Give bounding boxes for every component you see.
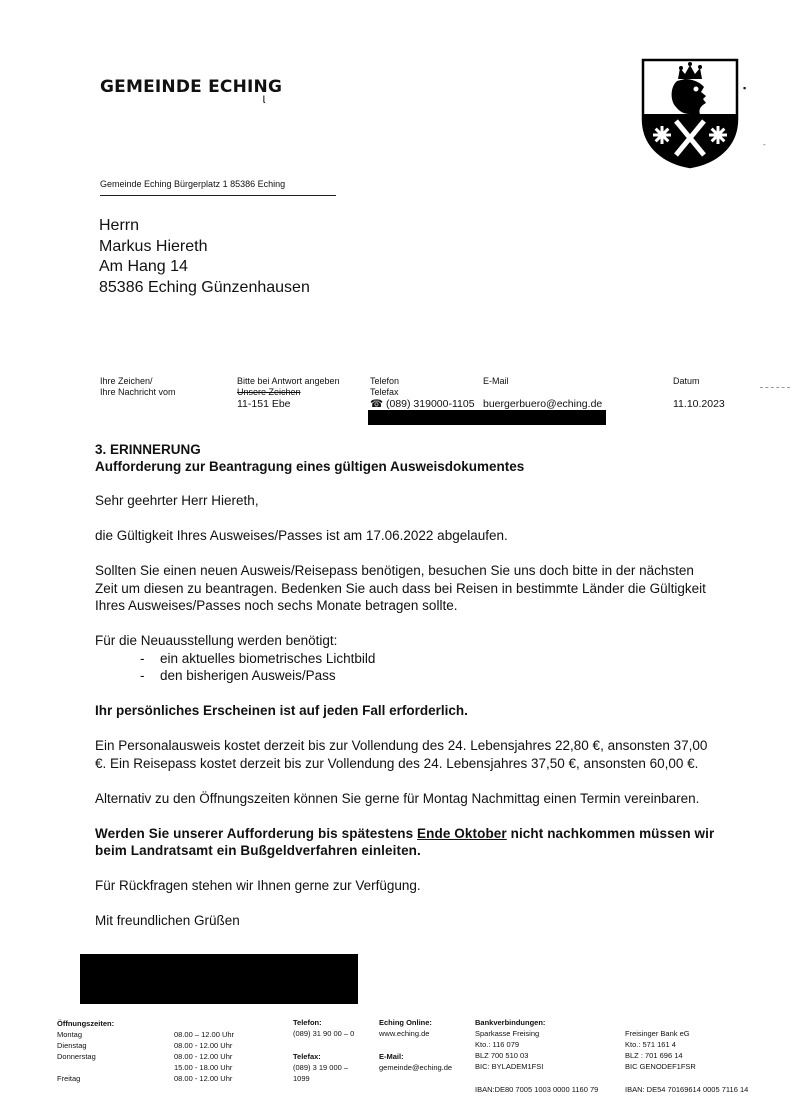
recipient-address xyxy=(99,216,310,298)
footer-hours: Öffnungszeiten: xyxy=(57,1019,115,1028)
footer-fax: Telefax: (089) 3 19 000 – 1099 xyxy=(293,1052,349,1083)
address-line: Markus Hiereth xyxy=(99,237,208,255)
attendance-notice: Ihr persönliches Erscheinen ist auf jeden Fall erforderlich. xyxy=(95,703,468,718)
reply-label: Bitte bei Antwort angeben Unsere Zeichen xyxy=(237,376,340,397)
scan-mark: ▪ xyxy=(743,83,747,93)
contact-phone: ☎ (089) 319000-1105 xyxy=(370,398,475,410)
address-line: 85386 Eching Günzenhausen xyxy=(99,278,310,296)
footer-email: E-Mail: gemeinde@eching.de xyxy=(379,1052,453,1072)
footer-hours-times: 08.00 – 12.00 Uhr 08.00 - 12.00 Uhr 08.00 - 12.00 Uhr 15.00 - 18.00 Uhr 08.00 - 12.00 Uhr xyxy=(174,1030,235,1083)
email-label: E-Mail xyxy=(483,376,509,386)
subject-reminder: 3. ERINNERUNG xyxy=(95,442,201,457)
footer-online: Eching Online: www.eching.de xyxy=(379,1018,432,1038)
coat-of-arms-icon xyxy=(640,57,740,169)
footer-web-link[interactable]: www.eching.de xyxy=(379,1029,430,1038)
divider xyxy=(100,195,336,196)
your-sign-label: Ihre Zeichen/ Ihre Nachricht vom xyxy=(100,376,176,397)
list-item: - ein aktuelles biometrisches Lichtbild xyxy=(140,650,376,666)
date-label: Datum xyxy=(673,376,700,386)
paragraph: Alternativ zu den Öffnungszeiten können Sie gerne für Montag Nachmittag einen Termin vereinbaren. xyxy=(95,790,700,806)
phone-fax-label: Telefon Telefax xyxy=(370,376,400,397)
requirements-list xyxy=(140,650,715,685)
sender-line: Gemeinde Eching Bürgerplatz 1 85386 Eching xyxy=(100,179,286,189)
signature-redaction xyxy=(80,954,358,1004)
municipality-title: GEMEINDE ECHING xyxy=(100,77,283,97)
closing: Mit freundlichen Grüßen xyxy=(95,913,240,928)
requirements-block xyxy=(95,632,715,685)
subject-title: Aufforderung zur Beantragung eines gültigen Ausweisdokumentes xyxy=(95,458,525,474)
address-line: Am Hang 14 xyxy=(99,258,188,275)
contact-email[interactable]: buergerbuero@eching.de xyxy=(483,398,603,410)
paragraph: Sollten Sie einen neuen Ausweis/Reisepass benötigen, besuchen Sie uns doch bitte in der nächsten Zeit um diesen zu beantragen. Bedenken Sie auch dass bei Reisen in bestimmte Länder die Gültigkeit Ihres Ausweises/Passes noch sechs Monate betragen sollte. xyxy=(95,563,706,613)
footer-phone: Telefon: (089) 31 90 00 – 0 xyxy=(293,1018,355,1038)
fees-paragraph: Ein Personalausweis kostet derzeit bis zur Vollendung des 24. Lebensjahres 22,80 €, ansonsten 37,00 €. Ein Reisepass kostet derzeit bis zur Vollendung des 24. Lebensjahres 37,50 €, ansonsten 60,00 €. xyxy=(95,738,708,771)
scan-mark: - xyxy=(763,140,766,149)
deadline: Ende Oktober xyxy=(417,825,507,841)
footer-hours-days: Montag Dienstag Donnerstag Freitag xyxy=(57,1030,96,1083)
paragraph: Für die Neuausstellung werden benötigt: xyxy=(95,633,338,648)
footer-bank-1: Bankverbindungen: Sparkasse Freising Kto.: 116 079 BLZ 700 510 03 BIC: BYLADEM1FSI IBAN:DE80 7005 1003 0000 1160 79 xyxy=(475,1018,599,1094)
letter-body xyxy=(95,492,715,947)
title-mark: ᶩ xyxy=(263,95,266,107)
letter-date: 11.10.2023 xyxy=(673,398,725,410)
our-sign: 11-151 Ebe xyxy=(237,398,291,410)
list-item: - den bisherigen Ausweis/Pass xyxy=(140,668,336,683)
redaction-bar xyxy=(368,410,606,425)
address-line: Herrn xyxy=(99,217,140,234)
paragraph: Für Rückfragen stehen wir Ihnen gerne zur Verfügung. xyxy=(95,878,421,893)
penalty-warning: Werden Sie unserer Aufforderung bis spätestens Ende Oktober nicht nachkommen müssen wir beim Landratsamt ein Bußgeldverfahren einleiten. xyxy=(95,825,715,858)
subject xyxy=(95,442,524,475)
paragraph: die Gültigkeit Ihres Ausweises/Passes ist am 17.06.2022 abgelaufen. xyxy=(95,528,508,543)
footer-email-link[interactable]: gemeinde@eching.de xyxy=(379,1063,453,1072)
divider xyxy=(760,387,790,388)
footer-bank-2: Freisinger Bank eG Kto.: 571 161 4 BLZ : 701 696 14 BIC GENODEF1FSR IBAN: DE54 70169614 0005 7116 14 xyxy=(625,1029,749,1094)
salutation: Sehr geehrter Herr Hiereth, xyxy=(95,493,259,508)
